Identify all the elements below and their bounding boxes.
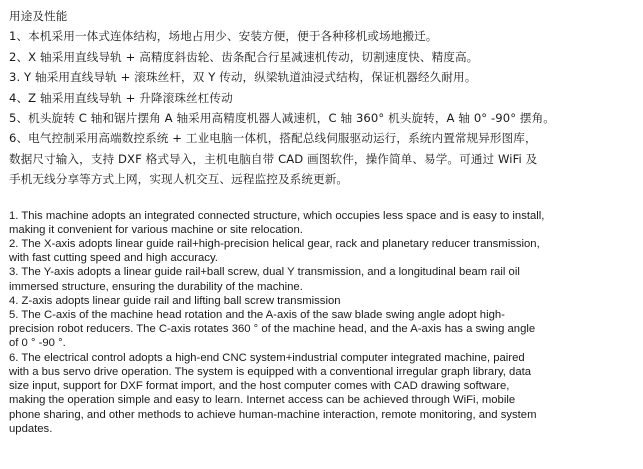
en-item-line: updates. — [9, 422, 53, 435]
en-item-line: 1. This machine adopts an integrated connected structure, which occupies less space and is easy to install, — [9, 209, 545, 222]
en-item-4 — [9, 294, 635, 308]
en-item-line: 5. The C-axis of the machine head rotation and the A-axis of the saw blade swing angle adopt high- — [9, 309, 505, 322]
zh-item-6 — [9, 128, 635, 189]
en-item-line: of 0 ° -90 °. — [9, 337, 66, 350]
zh-item-6-line: 手机无线分享等方式上网，实现人机交互、远程监控及系统更新。 — [9, 172, 349, 187]
en-item-line: with fast cutting speed and high accuracy. — [9, 252, 218, 265]
en-item-line: 3. The Y-axis adopts a linear guide rail+ball screw, dual Y transmission, and a longitudinal beam rail oil — [9, 266, 520, 279]
en-item-line: making the operation simple and easy to learn. Internet access can be achieved through WiFi, mobile — [9, 394, 516, 407]
en-item-1 — [9, 209, 635, 237]
en-item-line: 6. The electrical control adopts a high-end CNC system+industrial computer integrated machine, paired — [9, 351, 525, 364]
en-section — [9, 209, 635, 436]
en-item-5 — [9, 308, 635, 351]
zh-item-4: 4、Z 轴采用直线导轨 + 升降滚珠丝杠传动 — [9, 90, 233, 105]
zh-item-6-line: 6、电气控制采用高端数控系统 + 工业电脑一体机，搭配总线伺服驱动运行，系统内置常规异形图库， — [9, 131, 537, 146]
en-item-line: with a bus servo drive operation. The system is equipped with a conventional irregular graph library, data — [9, 365, 532, 378]
zh-item-3: 3. Y 轴采用直线导轨 + 滚珠丝杆，双 Y 传动，纵梁轨道油浸式结构，保证机器经久耐用。 — [9, 70, 477, 85]
en-item-line: 2. The X-axis adopts linear guide rail+high-precision helical gear, rack and planetary reducer transmission, — [9, 238, 540, 251]
en-item-line: making it convenient for various machine or site relocation. — [9, 223, 303, 236]
en-item-line: size input, support for DXF format import, and the host computer comes with CAD drawing software, — [9, 380, 510, 393]
en-item-line: 4. Z-axis adopts linear guide rail and lifting ball screw transmission — [9, 294, 341, 307]
zh-section-title: 用途及性能 — [9, 9, 68, 23]
en-item-6 — [9, 351, 635, 436]
en-item-line: phone sharing, and other methods to achieve human-machine interaction, remote monitoring, and system — [9, 408, 537, 421]
section-spacer — [9, 190, 635, 209]
zh-item-5: 5、机头旋转 C 轴和锯片摆角 A 轴采用高精度机器人减速机，C 轴 360° 机头旋转，A 轴 0° -90° 摆角。 — [9, 111, 555, 126]
en-item-line: precision robot reducers. The C-axis rotates 360 ° of the machine head, and the A-axis has a swing angle — [9, 323, 536, 336]
zh-item-2: 2、X 轴采用直线导轨 + 高精度斜齿轮、齿条配合行星减速机传动，切割速度快、精度高。 — [9, 49, 479, 64]
zh-item-6-line: 数据尺寸输入，支持 DXF 格式导入，主机电脑自带 CAD 画图软件，操作简单、易学。可通过 WiFi 及 — [9, 151, 538, 166]
en-item-3 — [9, 265, 635, 293]
zh-item-1: 1、本机采用一体式连体结构，场地占用少、安装方便，便于各种移机或场地搬迁。 — [9, 29, 438, 44]
en-item-2 — [9, 237, 635, 265]
en-item-line: immersed structure, ensuring the durability of the machine. — [9, 280, 303, 293]
